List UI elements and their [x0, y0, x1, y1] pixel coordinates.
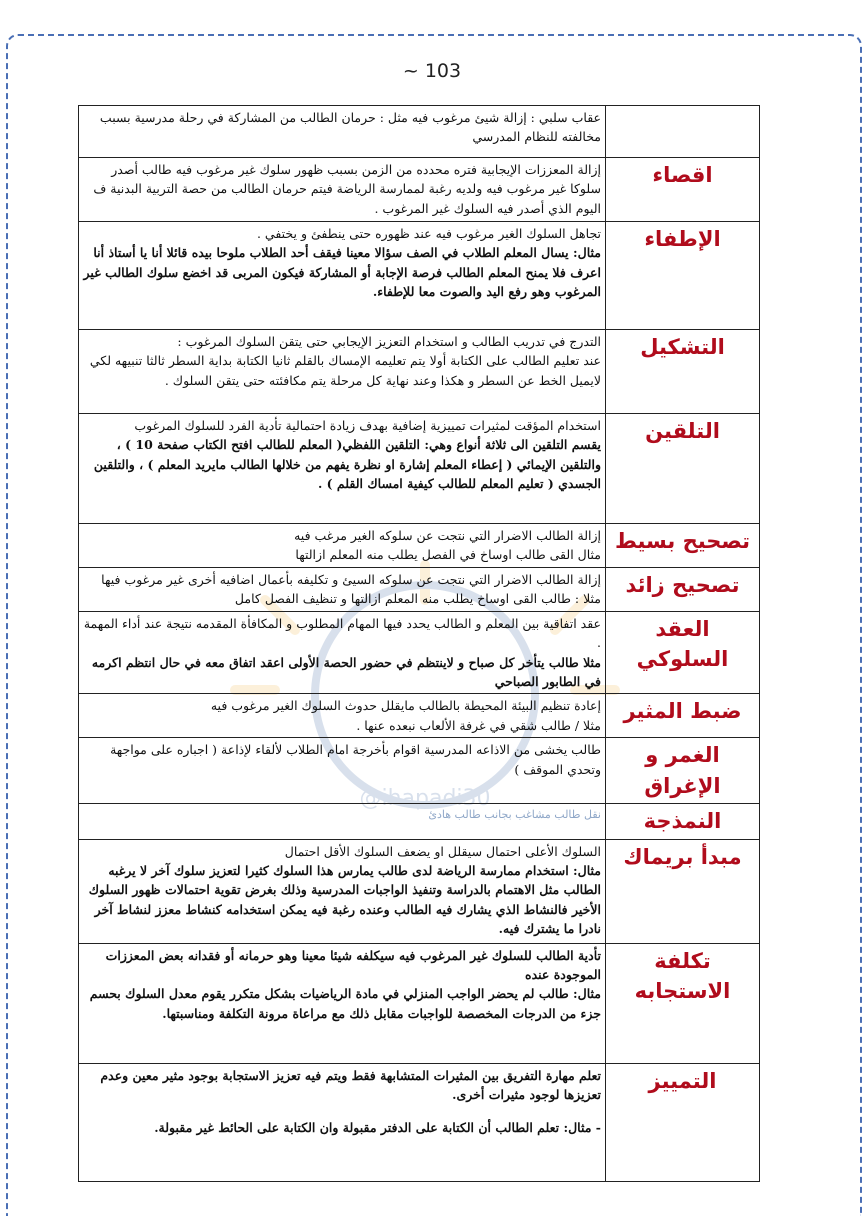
description-text: عقاب سلبي : إزالة شيئ مرغوب فيه مثل : حرمان الطالب من المشاركة في رحلة مدرسية بسبب مخالفته للنظام المدرسي — [99, 110, 601, 145]
term-cell: العقد السلوكي — [606, 611, 760, 694]
description-cell — [79, 804, 606, 839]
table-row — [79, 804, 760, 839]
description-text: نقل طالب مشاغب بجانب طالب هادئ — [428, 808, 601, 822]
term-cell: تصحيح زائد — [606, 567, 760, 611]
description-cell — [79, 738, 606, 804]
table-row — [79, 330, 760, 414]
table-row — [79, 694, 760, 738]
table-row — [79, 222, 760, 330]
table-row — [79, 106, 760, 158]
description-text: إعادة تنظيم البيئة المحيطة بالطالب مايقلل حدوث السلوك الغير مرغوب فيه — [210, 698, 601, 714]
table-row — [79, 943, 760, 1063]
example-text: يقسم التلقين الى ثلاثة أنواع وهي: التلقين اللفظي( المعلم للطالب افتح الكتاب صفحة 10 ) ، والتلقين الإيمائي ( إعطاء المعلم إشارة او نظرة يفهم من خلالها الطالب مايريد المعلم ) ، والتلقين الجسدي ( تعليم المعلم للطالب كيفية امساك القلم ) . — [93, 437, 601, 492]
term-cell: النمذجة — [606, 804, 760, 839]
example-text: مثال: طالب لم يحضر الواجب المنزلي في مادة الرياضيات بشكل متكرر يقوم معدل السلوك بحسم جزء من الدرجات المخصصة للواجبات مقابل ذلك مع مراعاة مرونة التكلفة ومناسبتها. — [89, 986, 601, 1021]
example-text: مثال: استخدام ممارسة الرياضة لدى طالب يمارس هذا السلوك كثيرا لتعزيز سلوك آخر لا يرغبه الطالب مثل الاهتمام بالدراسة وتنفيذ الواجبات المدرسية وذلك بغرض تقوية احتمالات ظهور السلوك الأخير فالنشاط الذي يشارك فيه الطالب وعنده رغبة فيه يمكن استخدامه كنشاط معزز لنشاط آخر نادرا ما يشترك فيه. — [88, 863, 601, 937]
table-row — [79, 839, 760, 943]
term-cell: تصحيح بسيط — [606, 524, 760, 568]
example-text: مثلا طالب يتأخر كل صباح و لاينتظم في حضور الحصة الأولى اعقد اتفاق معه في حال انتظم اكرمه في الطابور الصباحي — [91, 654, 601, 689]
term-cell: الغمر و الإغراق — [606, 738, 760, 804]
description-text: إزالة الطالب الاضرار التي نتجت عن سلوكه السيئ و تكليفه بأعمال اضافيه أخرى غير مرغوب فيها مثلا : طالب القى اوساخ يطلب منه المعلم ازالتها و تنظيف الفصل كامل — [101, 571, 601, 607]
table-row — [79, 414, 760, 524]
example-text: مثلا / طالب شقي في غرفة الألعاب نبعده عنها . — [356, 717, 601, 733]
description-cell — [79, 611, 606, 694]
term-cell: اقصاء — [606, 158, 760, 222]
table-row — [79, 738, 760, 804]
description-cell — [79, 839, 606, 943]
description-cell — [79, 414, 606, 524]
page-number: ~ 103 — [402, 60, 462, 82]
term-cell: ضبط المثير — [606, 694, 760, 738]
term-cell — [606, 106, 760, 158]
terms-table — [78, 105, 760, 1182]
term-cell: التلقين — [606, 414, 760, 524]
description-text: عقد اتفاقية بين المعلم و الطالب يحدد فيها المهام المطلوب و المكافأة المقدمه نتيجة عند أداء المهمة . — [83, 615, 601, 651]
table-row — [79, 1063, 760, 1181]
term-cell: مبدأ بريماك — [606, 839, 760, 943]
watermark-handle: @ihapadi30 — [359, 786, 491, 811]
description-text: إزالة المعززات الإيجابية فتره محدده من الزمن بسبب ظهور سلوك غير مرغوب فيه طالب أصدر سلوكا غير مرغوب فيه ولديه رغبة لممارسة الرياضة فيتم حرمان الطالب من حصة التربية البدنية ف اليوم الذي أصدر فيه السلوك غير المرغوب . — [93, 162, 601, 216]
table-row — [79, 524, 760, 568]
description-cell — [79, 330, 606, 414]
description-text: طالب يخشى من الاذاعه المدرسية اقوام بأخرجة امام الطلاب لألقاء لإذاعة ( اجباره على مواجهة وتحدي الموقف ) — [110, 742, 601, 777]
description-text: إزالة الطالب الاضرار التي نتجت عن سلوكه الغير مرغب فيه — [294, 528, 601, 543]
term-cell: التمييز — [606, 1063, 760, 1181]
description-text: التدرج في تدريب الطالب و استخدام التعزيز الإيجابي حتى يتقن السلوك المرغوب : — [177, 334, 601, 349]
description-text: تعلم مهارة التفريق بين المثيرات المتشابهة فقط ويتم فيه تعزيز الاستجابة بوجود مثير معين وعدم تعزيزها لوجود مثيرات أخرى. — [100, 1067, 601, 1103]
description-cell — [79, 158, 606, 222]
table-row — [79, 567, 760, 611]
description-cell — [79, 106, 606, 158]
term-cell: تكلفة الاستجابه — [606, 943, 760, 1063]
description-cell — [79, 943, 606, 1063]
description-cell — [79, 567, 606, 611]
description-text: استخدام المؤقت لمثيرات تمييزية إضافية بهدف زيادة احتمالية تأدية الفرد للسلوك المرغوب — [134, 418, 601, 433]
example-text: مثال القى طالب اوساخ في الفصل يطلب منه المعلم ازالتها — [295, 547, 601, 563]
description-text: السلوك الأعلى احتمال سيقلل او يضعف السلوك الأقل احتمال — [284, 843, 601, 859]
description-cell — [79, 1063, 606, 1181]
table-row — [79, 158, 760, 222]
table-row — [79, 611, 760, 694]
example-text: - مثال: تعلم الطالب أن الكتابة على الدفتر مقبولة وان الكتابة على الحائط غير مقبولة. — [154, 1120, 601, 1136]
description-cell — [79, 694, 606, 738]
term-cell: التشكيل — [606, 330, 760, 414]
example-text: عند تعليم الطالب على الكتابة أولا يتم تعليمه الإمساك بالقلم ثانيا الكتابة بداية السطر ثالثا تنبيهه لكي لايميل الخط عن السطر و هكذا وعند نهاية كل مرحلة يتم مكافئته حتى يتقن السلوك . — [89, 353, 601, 388]
example-text: مثال: يسال المعلم الطلاب في الصف سؤالا معينا فيقف أحد الطلاب ملوحا بيده قائلا أنا يا أستاذ أنا اعرف فلا يمنح المعلم الطالب فرصة الإجابة أو المشاركة فيكون المربى قد اخضع سلوك الطالب غير المرغوب وهو رفع اليد والصوت معا للإطفاء. — [83, 245, 601, 300]
description-text: تأدية الطالب للسلوك غير المرغوب فيه سيكلفه شيئا معينا وهو حرمانه أو فقدانه بعض المعززات الموجودة عنده — [105, 947, 601, 983]
description-text: تجاهل السلوك الغير مرغوب فيه عند ظهوره حتى ينطفئ و يختفي . — [256, 226, 601, 241]
description-cell — [79, 524, 606, 568]
term-cell: الإطفاء — [606, 222, 760, 330]
description-cell — [79, 222, 606, 330]
